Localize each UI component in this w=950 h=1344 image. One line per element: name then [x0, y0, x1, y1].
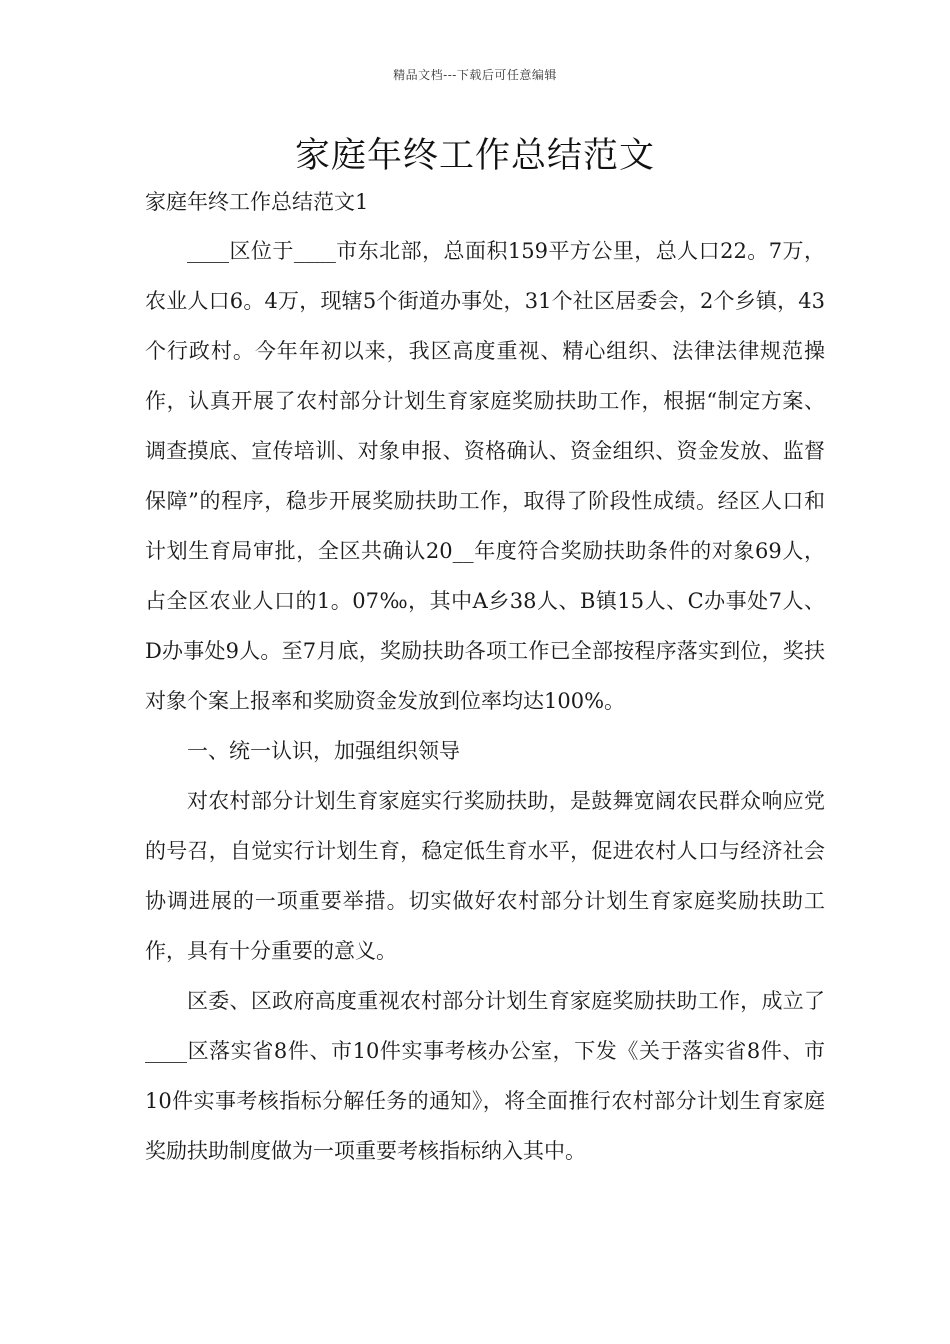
- paragraph-government: 区委、区政府高度重视农村部分计划生育家庭奖励扶助工作，成立了____区落实省8件、市10件实事考核办公室，下发《关于落实省8件、市10件实事考核指标分解任务的通知》，将全面推行农村部分计划生育家庭奖励扶助制度做为一项重要考核指标纳入其中。: [145, 989, 825, 1163]
- paragraph-intro: ____区位于____市东北部，总面积159平方公里，总人口22。7万，农业人口6。4万，现辖5个街道办事处，31个社区居委会，2个乡镇，43个行政村。今年年初以来，我区高度重视、精心组织、法律法律规范操作，认真开展了农村部分计划生育家庭奖励扶助工作，根据“制定方案、调查摸底、宣传培训、对象申报、资格确认、资金组织、资金发放、监督保障”的程序，稳步开展奖励扶助工作，取得了阶段性成绩。经区人口和计划生育局审批，全区共确认20__年度符合奖励扶助条件的对象69人，占全区农业人口的1。07‰，其中A乡38人、B镇15人、C办事处7人、D办事处9人。至7月底，奖励扶助各项工作已全部按程序落实到位，奖扶对象个案上报率和奖励资金发放到位率均达100%。: [145, 239, 825, 713]
- paragraph-significance: 对农村部分计划生育家庭实行奖励扶助，是鼓舞宽阔农民群众响应党的号召，自觉实行计划生育，稳定低生育水平，促进农村人口与经济社会协调进展的一项重要举措。切实做好农村部分计划生育家庭奖励扶助工作，具有十分重要的意义。: [145, 789, 825, 963]
- section-heading-1: 一、统一认识，加强组织领导: [187, 739, 460, 763]
- document-title: 家庭年终工作总结范文: [294, 136, 655, 176]
- page-header-note: 精品文档---下载后可任意编辑: [393, 68, 557, 82]
- document-body: [145, 226, 825, 1176]
- document-subtitle: 家庭年终工作总结范文1: [145, 190, 369, 214]
